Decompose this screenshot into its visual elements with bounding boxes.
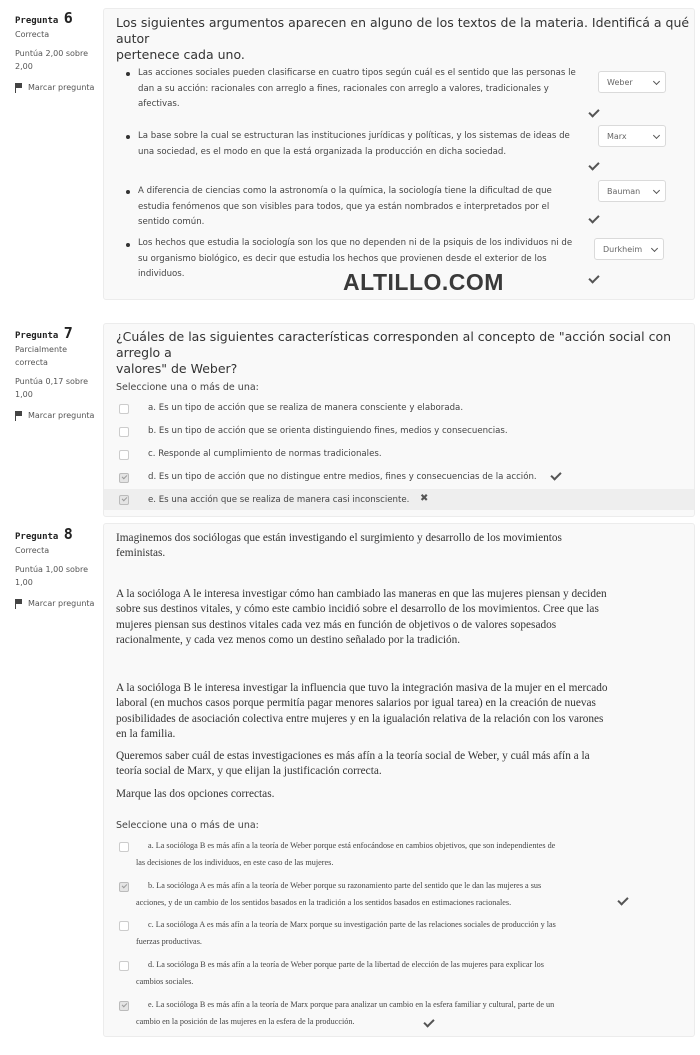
option-checkbox-e[interactable] xyxy=(119,495,129,505)
question-content xyxy=(103,323,695,517)
option-checkbox-b[interactable] xyxy=(119,882,129,892)
match-item-text: Los hechos que estudia la sociología son los que no dependen ni de la psiquis de los individuos ni de su organismo biológico, es decir que estudia los hechos que provienen desde el exterior de los individuos. xyxy=(138,238,573,279)
option-checkbox-c[interactable] xyxy=(119,450,129,460)
question-score: Puntúa 2,00 sobre 2,00 xyxy=(15,49,89,71)
question-paragraph: Queremos saber cuál de estas investigaciones es más afín a la teoría social de Weber, y cuál más afín a la teoría social de Marx, y que elijan la justificación correcta. xyxy=(116,750,590,778)
cross-icon: ✖ xyxy=(420,493,429,504)
question-info xyxy=(15,525,100,610)
check-icon xyxy=(588,212,599,223)
answer-select[interactable]: Durkheim xyxy=(594,238,664,260)
flag-icon xyxy=(15,599,23,609)
question-score: Puntúa 1,00 sobre 1,00 xyxy=(15,565,89,587)
question-status: Correcta xyxy=(15,30,50,39)
match-item-text: La base sobre la cual se estructuran las instituciones jurídicas y políticas, y los sistemas de ideas de una sociedad, es el modo en que la está organizada la producción en dicha sociedad. xyxy=(138,131,570,157)
question-content xyxy=(103,8,695,300)
option-label: d. Es un tipo de acción que no distingue entre medios, fines y consecuencias de la acción. xyxy=(148,472,537,482)
option-checkbox-a[interactable] xyxy=(119,404,129,414)
bullet xyxy=(126,190,130,194)
chevron-down-icon xyxy=(651,245,658,252)
option-label: d. La socióloga B es más afín a la teoría de Weber porque parte de la libertad de elección de las mujeres para explicar los cambios sociales. xyxy=(136,960,544,986)
option-label: c. Responde al cumplimiento de normas tradicionales. xyxy=(148,449,382,459)
question-title: Pregunta 8 xyxy=(15,525,73,543)
option-label: a. Es un tipo de acción que se realiza de manera consciente y elaborada. xyxy=(148,403,464,413)
select-prompt: Seleccione una o más de una: xyxy=(116,382,259,393)
flag-question-button[interactable]: Marcar pregunta xyxy=(15,597,100,610)
option-checkbox-d[interactable] xyxy=(119,961,129,971)
chevron-down-icon xyxy=(653,187,660,194)
chevron-down-icon xyxy=(653,78,660,85)
check-icon xyxy=(588,106,599,117)
chevron-down-icon xyxy=(653,132,660,139)
question-title: Pregunta 7 xyxy=(15,324,73,342)
check-icon xyxy=(588,272,599,283)
question-8 xyxy=(0,520,700,1055)
question-paragraph: Imaginemos dos sociólogas que están investigando el surgimiento y desarrollo de los movimientos feministas. xyxy=(116,532,562,560)
question-status: Parcialmente correcta xyxy=(15,345,68,367)
option-checkbox-d[interactable] xyxy=(119,473,129,483)
option-checkbox-e[interactable] xyxy=(119,1001,129,1011)
question-7 xyxy=(0,320,700,520)
bullet xyxy=(126,72,130,76)
match-item-text: Las acciones sociales pueden clasificarse en cuatro tipos según cuál es el sentido que las personas le dan a su acción: racionales con arreglo a fines, racionales con arreglo a valores, tradicionales y afectivas. xyxy=(138,68,576,109)
option-label: e. La socióloga B es más afín a la teoría de Marx porque para analizar un cambio en la esfera familiar y cultural, parte de un cambio en la posición de las mujeres en la esfera de la producción. xyxy=(136,1000,555,1026)
option-label: c. La socióloga A es más afín a la teoría de Marx porque su investigación parte de las relaciones sociales de producción y las fuerzas productivas. xyxy=(136,920,556,946)
bullet xyxy=(126,135,130,139)
question-title: Pregunta 6 xyxy=(15,9,73,27)
option-label: b. Es un tipo de acción que se orienta distinguiendo fines, medios y consecuencias. xyxy=(148,426,508,436)
question-status: Correcta xyxy=(15,546,50,555)
flag-question-button[interactable]: Marcar pregunta xyxy=(15,409,100,422)
answer-select[interactable]: Bauman xyxy=(598,180,666,202)
option-label: a. La socióloga B es más afín a la teoría de Weber porque está enfocándose en cambios objetivos, que son independientes de las decisiones de los individuos, en este caso de las mujeres. xyxy=(136,841,556,867)
question-paragraph: A la socióloga A le interesa investigar cómo han cambiado las maneras en que las mujeres piensan y deciden sobre sus destinos vitales, y cómo este cambio incidió sobre el desarrollo de los movimientos. Cree que las mujeres piensan sus destinos vitales cada vez más en función de objetivos o de valores sopesados racionalmente, y cada vez menos como un destino señalado por la tradición. xyxy=(116,588,607,646)
option-label: e. Es una acción que se realiza de manera casi inconsciente. xyxy=(148,495,410,505)
flag-question-button[interactable]: Marcar pregunta xyxy=(15,81,100,94)
watermark: ALTILLO.COM xyxy=(343,269,504,295)
select-prompt: Seleccione una o más de una: xyxy=(116,820,259,831)
flag-icon xyxy=(15,411,23,421)
flag-icon xyxy=(15,83,23,93)
question-paragraph: A la socióloga B le interesa investigar la influencia que tuvo la integración masiva de la mujer en el mercado laboral (en muchos casos porque permitía pagar menores salarios por igual tarea) en la creación de nuevas posibilidades de asociación colectiva entre mujeres y en la igualación relativa de la relación con los varones en la familia. xyxy=(116,682,608,740)
question-info xyxy=(15,9,100,94)
answer-select[interactable]: Weber xyxy=(598,71,666,93)
bullet xyxy=(126,243,130,247)
check-icon xyxy=(588,159,599,170)
question-text: ¿Cuáles de las siguientes características corresponden al concepto de "acción social con arreglo a valores" de Weber? xyxy=(116,329,672,376)
question-info xyxy=(15,324,100,422)
check-icon xyxy=(550,469,561,480)
match-item-text: A diferencia de ciencias como la astronomía o la química, la sociología tiene la dificultad de que estudia fenómenos que son visibles para todos, que ya están nombrados e interpretados por el sentido común. xyxy=(138,186,552,227)
option-label: b. La socióloga A es más afín a la teoría de Weber porque su razonamiento parte del sentido que le dan las mujeres a sus acciones, y de un cambio de los sentidos basados en la tradición a los sentidos basados en estimaciones racionales. xyxy=(136,881,542,907)
question-text: Los siguientes argumentos aparecen en alguno de los textos de la materia. Identificá a qué autor pertenece cada uno. xyxy=(116,15,690,62)
option-checkbox-a[interactable] xyxy=(119,842,129,852)
question-content xyxy=(103,523,695,1037)
question-instruction: Marque las dos opciones correctas. xyxy=(116,788,275,800)
option-checkbox-c[interactable] xyxy=(119,921,129,931)
option-checkbox-b[interactable] xyxy=(119,427,129,437)
question-score: Puntúa 0,17 sobre 1,00 xyxy=(15,377,89,399)
answer-select[interactable]: Marx xyxy=(598,125,666,147)
